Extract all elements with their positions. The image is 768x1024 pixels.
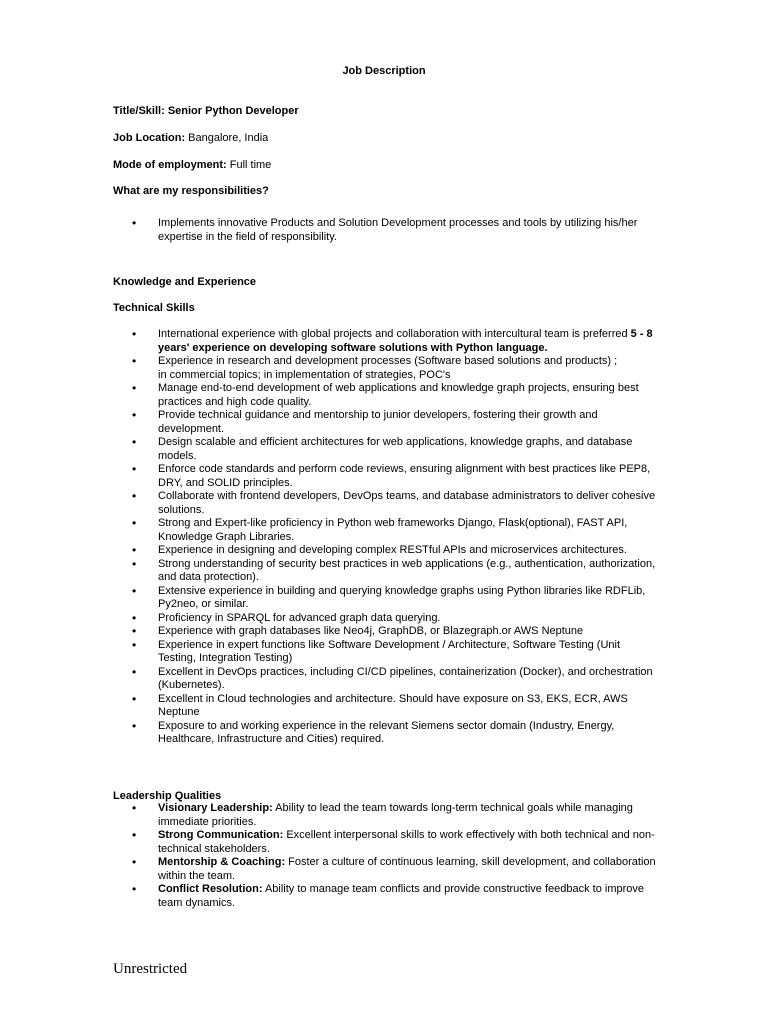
technical-first-text: International experience with global projects and collaboration with intercultural team is preferred [158,328,631,340]
title-skill-label: Title/Skill: [113,105,165,117]
knowledge-heading: Knowledge and Experience [113,276,257,288]
job-location-value: Bangalore, India [188,132,269,144]
job-location-line [113,132,268,146]
leadership-list [113,802,658,910]
list-item: • Enforce code standards and perform code reviews, ensuring alignment with best practices like PEP8, DRY, and SOLID principles. [113,463,658,490]
title-skill-value: Senior Python Developer [167,105,299,117]
leadership-item-title: Visionary Leadership: [158,802,273,814]
leadership-item-title: Strong Communication: [158,829,284,841]
list-item: • Design scalable and efficient architectures for web applications, knowledge graphs, and database models. [113,436,658,463]
mode-line [113,159,271,173]
mode-value: Full time [229,159,272,171]
technical-first-bold: 5 - 8 years' experience on developing software solutions with Python language. [158,328,653,354]
list-item [113,883,658,910]
list-item: • Implements innovative Products and Solution Development processes and tools by utilizing his/her expertise in the field of responsibility. [113,217,658,244]
classification-footer: Unrestricted [113,961,188,977]
technical-skills-list [113,328,658,747]
leadership-heading: Leadership Qualities [113,790,222,802]
responsibilities-list [113,217,658,244]
mode-label: Mode of employment: [113,159,227,171]
list-item [113,856,658,883]
list-item: • Excellent in Cloud technologies and architecture. Should have exposure on S3, EKS, ECR, AWS Neptune [113,693,658,720]
job-location-label: Job Location: [113,132,186,144]
list-item [113,829,658,856]
leadership-item-text: Excellent interpersonal skills to work effectively with both technical and non-technical stakeholders. [158,829,655,855]
list-item: • Experience in designing and developing complex RESTful APIs and microservices architectures. [113,544,658,558]
title-skill-line [113,105,299,119]
list-item: • Strong and Expert-like proficiency in Python web frameworks Django, Flask(optional), FAST API, Knowledge Graph Libraries. [113,517,658,544]
list-item [113,328,658,355]
leadership-item-title: Conflict Resolution: [158,883,263,895]
list-item: • Proficiency in SPARQL for advanced graph data querying. [113,612,658,626]
list-item: • Collaborate with frontend developers, DevOps teams, and database administrators to deliver cohesive solutions. [113,490,658,517]
leadership-item-text: Ability to manage team conflicts and provide constructive feedback to improve team dynamics. [158,883,645,909]
leadership-item-text: Foster a culture of continuous learning, skill development, and collaboration within the team. [158,856,656,882]
list-item: • Strong understanding of security best practices in web applications (e.g., authentication, authorization, and data protection). [113,558,658,585]
leadership-item-text: Ability to lead the team towards long-term technical goals while managing immediate priorities. [158,802,633,828]
list-item: • Manage end-to-end development of web applications and knowledge graph projects, ensuring best practices and high code quality. [113,382,658,409]
list-item: • Excellent in DevOps practices, including CI/CD pipelines, containerization (Docker), and orchestration (Kubernetes). [113,666,658,693]
list-item: • Provide technical guidance and mentorship to junior developers, fostering their growth and development. [113,409,658,436]
list-item [113,802,658,829]
responsibilities-heading: What are my responsibilities? [113,185,269,197]
leadership-item-title: Mentorship & Coaching: [158,856,286,868]
list-item: • Exposure to and working experience in the relevant Siemens sector domain (Industry, Energy, Healthcare, Infrastructure and Cities) required. [113,720,658,747]
doc-title: Job Description [342,65,426,77]
list-item: • Experience in research and development processes (Software based solutions and products) ; in commercial topics; in implementation of strategies, POC's [113,355,658,382]
list-item: • Experience with graph databases like Neo4j, GraphDB, or Blazegraph.or AWS Neptune [113,625,658,639]
technical-heading: Technical Skills [113,302,195,314]
list-item: • Experience in expert functions like Software Development / Architecture, Software Testing (Unit Testing, Integration Testing) [113,639,658,666]
list-item: • Extensive experience in building and querying knowledge graphs using Python libraries like RDFLib, Py2neo, or similar. [113,585,658,612]
